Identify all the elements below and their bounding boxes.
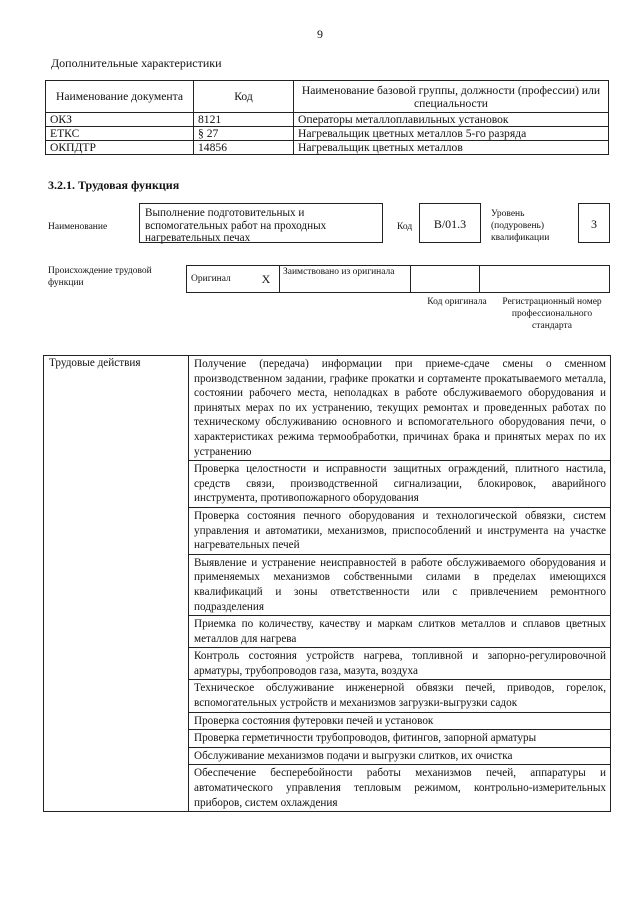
labor-actions-label: Трудовые действия	[44, 356, 189, 812]
list-item: Техническое обслуживание инженерной обвязки печей, приводов, горелок, вспомогательных устройств и механизмов загрузки-выгрузки садок	[189, 680, 611, 712]
function-code-value: B/01.3	[419, 203, 481, 243]
cell-group: Нагревальщик цветных металлов 5-го разряда	[294, 127, 609, 141]
cell-group: Нагревальщик цветных металлов	[294, 141, 609, 155]
header-code: Код	[194, 81, 294, 113]
cell-doc: ЕТКС	[46, 127, 194, 141]
name-label: Наименование	[48, 222, 108, 232]
header-document: Наименование документа	[46, 81, 194, 113]
cell-code: 8121	[194, 113, 294, 127]
table-header-row	[46, 81, 609, 113]
code-label: Код	[397, 222, 413, 232]
origin-label: Происхождение трудовой функции	[48, 266, 152, 288]
original-mark: X	[253, 266, 280, 293]
list-item: Получение (передача) информации при приеме-сдаче смены о сменном производственном задании, графике прокатки и сортаменте прокатываемого металла, состоянии рабочего места, неполадках в работе обслуживаемого оборудования и принятых мерах по их устранению, текущих ремонтах и проведенных работах по техническому обслуживанию основного и вспомогательного оборудования печи, о характеристиках режима термообработки, причинах брака и принятых мерах по их устранению	[189, 356, 611, 461]
list-item: Обеспечение бесперебойности работы механизмов печей, аппаратуры и автоматического управления тепловым режимом, контрольно-измерительных приборов, систем охлаждения	[189, 765, 611, 812]
labor-actions-table	[43, 355, 611, 812]
level-label: Уровень (подуровень) квалификации	[491, 209, 550, 243]
original-label: Оригинал	[187, 266, 254, 293]
list-item: Проверка целостности и исправности защитных ограждений, плитного настила, средств связи, производственной сигнализации, блокировок, аварийного инструмента, противопожарного оборудования	[189, 461, 611, 508]
origin-table	[186, 265, 610, 293]
list-item: Проверка состояния футеровки печей и установок	[189, 712, 611, 730]
header-group: Наименование базовой группы, должности (профессии) или специальности	[294, 81, 609, 113]
reg-number-cell	[480, 266, 610, 293]
original-code-cell	[411, 266, 480, 293]
cell-doc: ОКПДТР	[46, 141, 194, 155]
list-item: Проверка герметичности трубопроводов, фитингов, запорной арматуры	[189, 730, 611, 748]
cell-doc: ОКЗ	[46, 113, 194, 127]
list-item: Приемка по количеству, качеству и маркам слитков металлов и сплавов цветных металлов для нагрева	[189, 616, 611, 648]
characteristics-table	[45, 80, 609, 155]
list-item: Выявление и устранение неисправностей в работе обслуживаемого оборудования и применяемых механизмов собственными силами в пределах имеющихся квалификаций и зоны ответственности или с привлечением ремонтного подразделения	[189, 554, 611, 615]
list-item: Контроль состояния устройств нагрева, топливной и запорно-регулировочной арматуры, трубопроводов газа, мазута, воздуха	[189, 648, 611, 680]
table-row	[46, 141, 609, 155]
list-item: Проверка состояния печного оборудования и технологической обвязки, систем управления и автоматики, механизмов, приспособлений и инструмента на участке нагревательных печей	[189, 507, 611, 554]
list-item: Обслуживание механизмов подачи и выгрузки слитков, их очистка	[189, 747, 611, 765]
original-code-caption: Код оригинала	[427, 297, 487, 307]
additional-characteristics-title: Дополнительные характеристики	[51, 56, 222, 70]
section-title: 3.2.1. Трудовая функция	[48, 178, 180, 192]
function-name-value: Выполнение подготовительных и вспомогательных работ на проходных нагревательных печах	[139, 203, 383, 243]
borrowed-label: Заимствовано из оригинала	[280, 266, 411, 293]
table-row	[46, 127, 609, 141]
cell-code: § 27	[194, 127, 294, 141]
level-value: 3	[578, 203, 610, 243]
page-number: 9	[317, 27, 323, 41]
cell-group: Операторы металлоплавильных установок	[294, 113, 609, 127]
reg-number-caption: Регистрационный номер профессионального стандарта	[502, 297, 602, 331]
cell-code: 14856	[194, 141, 294, 155]
table-row	[46, 113, 609, 127]
